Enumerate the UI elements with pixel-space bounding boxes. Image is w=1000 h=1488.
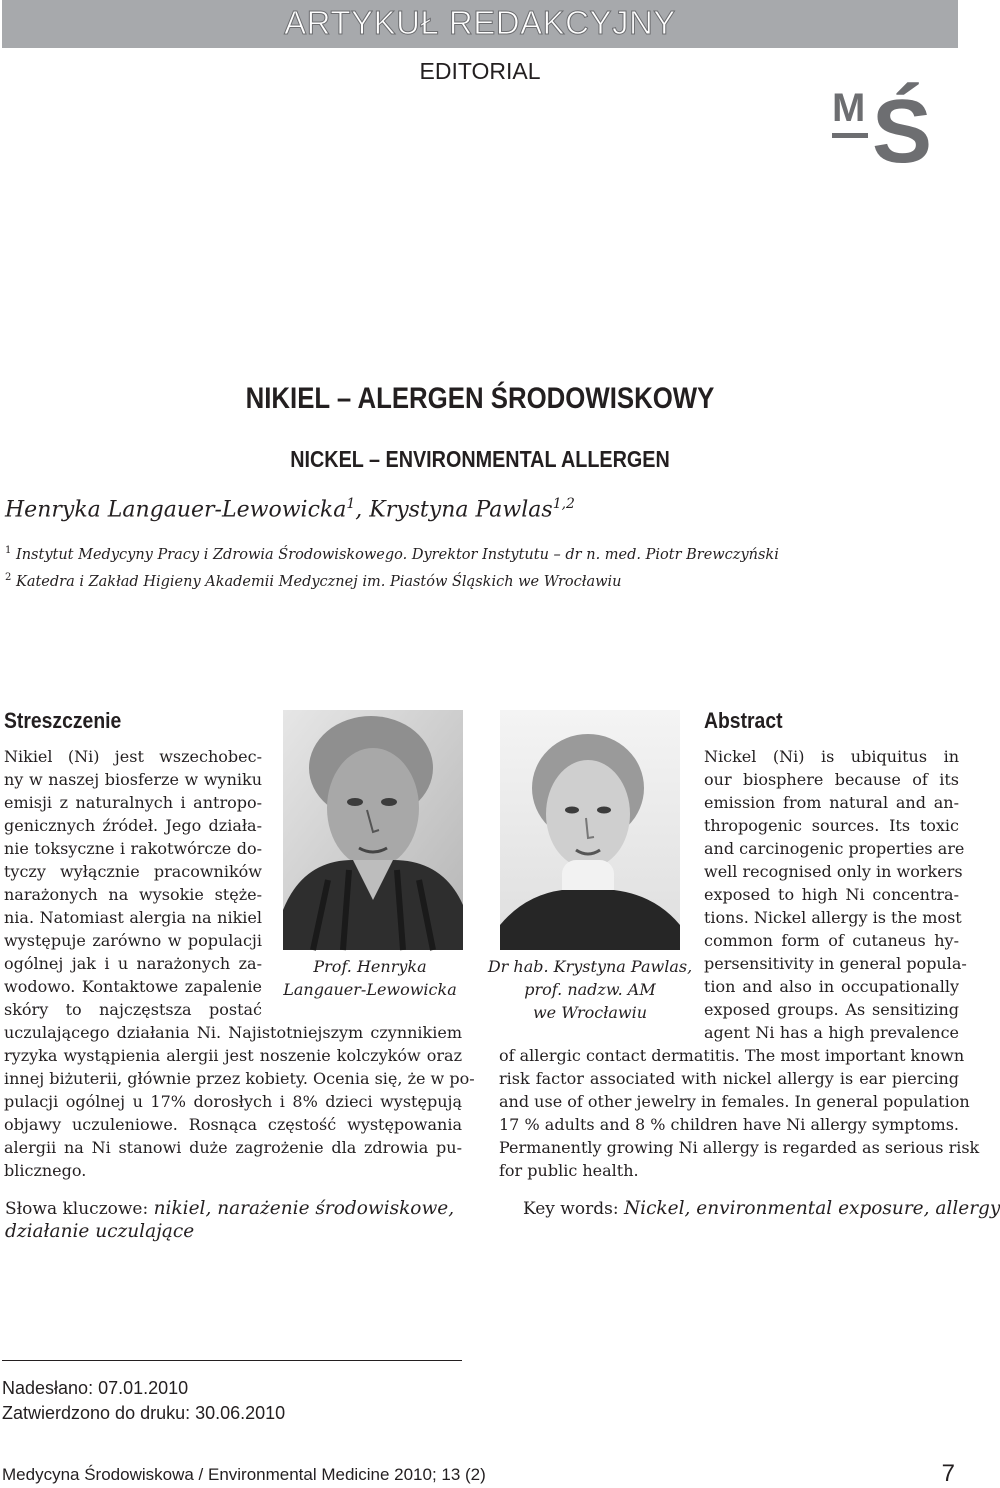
abstract-line: emisji z naturalnych i antropo- [4,793,262,812]
author-photo [283,710,463,950]
logo-letter-s: Ś [872,82,933,182]
abstract-line: narażonych na wysokie stęże- [4,885,262,904]
affiliation-text: Instytut Medycyny Pracy i Zdrowia Środowiskowego. Dyrektor Instytutu – dr n. med. Piotr Brewczyński [11,546,779,563]
caption-line: Langauer-Lewowicka [283,980,457,999]
abstract-line: tions. Nickel allergy is the most [704,908,962,927]
affiliation-text: Katedra i Zakład Higieny Akademii Medycznej im. Piastów Śląskich we Wrocławiu [11,573,622,590]
logo-bar [832,133,868,138]
abstract-line: nia. Natomiast alergia na nikiel [4,908,262,927]
article-title-pl: NIKIEL – ALERGEN ŚRODOWISKOWY [245,382,715,415]
affiliation-number: 2 [5,572,12,583]
caption-line: Dr hab. Krystyna Pawlas, [487,957,693,976]
journal-citation: Medycyna Środowiskowa / Environmental Medicine 2010; 13 (2) [2,1465,486,1484]
abstract-line: Nikiel (Ni) jest wszechobec- [4,747,262,766]
abstract-line: and carcinogenic properties are [704,839,965,858]
author-name: Henryka Langauer-Lewowicka [5,497,347,523]
abstract-line: ryzyka wystąpienia alergii jest noszenie kolczyków oraz [4,1046,462,1065]
page-number: 7 [941,1460,955,1487]
abstract-line: pulacji ogólnej u 17% dorosłych i 8% dzieci występują [4,1092,462,1111]
keywords-pl [5,1198,454,1219]
abstract-line: for public health. [499,1161,639,1180]
caption-line: Prof. Henryka [313,957,427,976]
affiliation [5,572,622,590]
article-title-en: NICKEL – ENVIRONMENTAL ALLERGEN [290,446,670,472]
author-affiliation-ref: 1,2 [552,496,575,512]
abstract-line: blicznego. [4,1161,87,1180]
abstract-line: emission from natural and an- [704,793,959,812]
affiliation-number: 1 [5,545,12,556]
abstract-line: wodowo. Kontaktowe zapalenie [4,977,262,996]
keywords-value: nikiel, narażenie środowiskowe, [153,1198,455,1219]
abstract-line: Permanently growing Ni allergy is regarded as serious risk [499,1138,980,1157]
abstract-line: our biosphere because of its [704,770,959,789]
abstract-line: ny w naszej biosferze w wyniku [4,770,262,789]
accepted-date: Zatwierdzono do druku: 30.06.2010 [2,1403,286,1423]
author-photo [500,710,680,950]
abstract-line: występuje zarówno w populacji [4,931,262,950]
abstract-line: and use of other jewelry in females. In general population [499,1092,970,1111]
author-name: Krystyna Pawlas [369,497,553,523]
caption-line: prof. nadzw. AM [524,980,656,999]
abstract-line: innej biżuterii, głównie przez kobiety. Ocenia się, że w po- [4,1069,475,1088]
abstract-line: uczulającego działania Ni. Najistotniejszym czynnikiem [4,1023,462,1042]
author-separator: , [355,497,370,523]
abstract-line: ogólnej jak i u narażonych za- [4,954,262,973]
photo-caption [480,955,700,1024]
section-title-pl: ARTYKUŁ REDAKCYJNY [284,4,676,41]
abstract-line: common form of cutaneus hy- [704,931,959,950]
abstract-heading-en: Abstract [704,708,783,733]
abstract-line: alergii na Ni stanowi duże zagrożenie dla zdrowia pu- [4,1138,462,1157]
abstract-line: exposed to high Ni concentra- [704,885,959,904]
abstract-line: risk factor associated with nickel allergy is ear piercing [499,1069,959,1088]
keywords-value: Nickel, environmental exposure, allergy [623,1198,1000,1219]
journal-logo [832,80,942,180]
abstract-line: persensitivity in general popula- [704,954,967,973]
abstract-line: tion and also in occupationally [704,977,959,996]
divider-rule [2,1360,462,1361]
abstract-line: of allergic contact dermatitis. The most important known [499,1046,965,1065]
author-list [5,496,575,522]
caption-line: we Wrocławiu [532,1003,648,1022]
keywords-label: Słowa kluczowe: [5,1199,154,1219]
section-title-en: EDITORIAL [419,58,541,84]
logo-letter-m: M [832,86,866,130]
keywords-en [523,1198,1000,1219]
abstract-line: objawy uczuleniowe. Rosnąca częstość występowania [4,1115,462,1134]
author-affiliation-ref: 1 [346,496,356,512]
abstract-line: genicznych źródeł. Jego działa- [4,816,262,835]
abstract-line: exposed groups. As sensitizing [704,1000,959,1019]
abstract-line: nie toksyczne i rakotwórcze do- [4,839,262,858]
affiliation [5,545,779,563]
keywords-pl-cont [5,1221,194,1242]
received-date: Nadesłano: 07.01.2010 [2,1378,189,1398]
abstract-line: 17 % adults and 8 % children have Ni allergy symptoms. [499,1115,959,1134]
photo-caption [270,955,470,1001]
abstract-line: Nickel (Ni) is ubiquitus in [704,747,959,766]
keywords-label: Key words: [523,1199,624,1219]
abstract-heading-pl: Streszczenie [4,708,122,733]
abstract-line: agent Ni has a high prevalence [704,1023,959,1042]
abstract-line: thropogenic sources. Its toxic [704,816,959,835]
abstract-line: tyczy wyłącznie pracowników [4,862,262,881]
abstract-line: skóry to najczęstsza postać [4,1000,262,1019]
keywords-value: działanie uczulające [5,1221,195,1242]
abstract-line: well recognised only in workers [704,862,963,881]
